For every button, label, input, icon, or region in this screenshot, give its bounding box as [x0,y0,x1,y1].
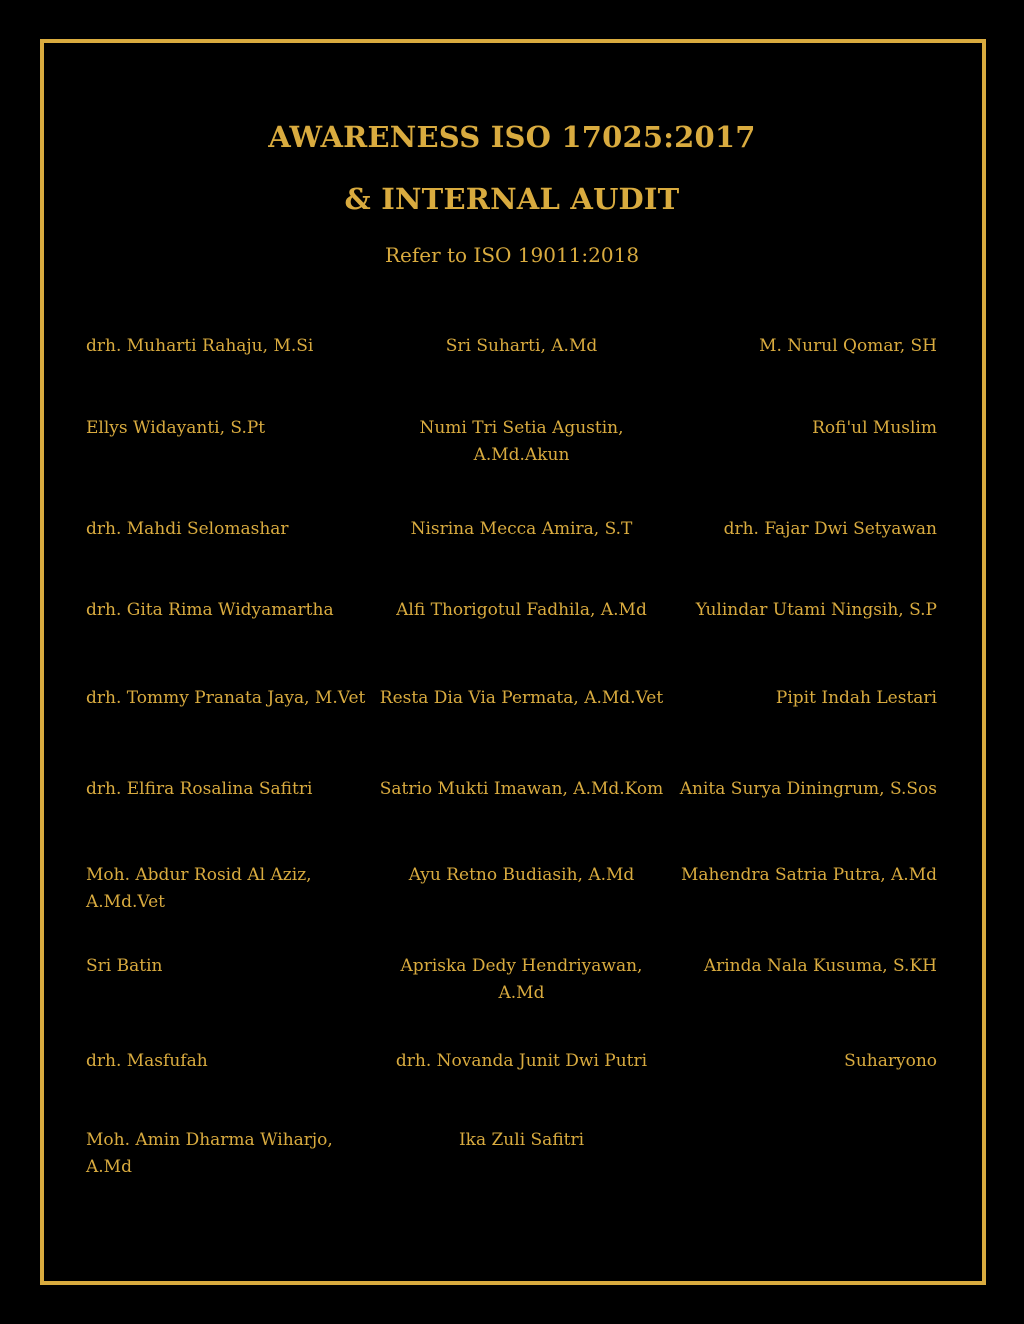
participant-name-left: drh. Elfira Rosalina Safitri [86,779,313,799]
participant-name-right: Arinda Nala Kusuma, S.KH [703,956,937,976]
document-title-line-1: AWARENESS ISO 17025:2017 [268,120,756,154]
participant-name-right: drh. Fajar Dwi Setyawan [723,519,937,539]
participant-name-right: Suharyono [844,1051,937,1071]
participant-name-left: drh. Muharti Rahaju, M.Si [86,336,314,356]
participant-name-left: drh. Gita Rima Widyamartha [86,600,334,620]
participant-name-left: drh. Masfufah [86,1051,208,1071]
participant-name-right: Pipit Indah Lestari [775,688,937,708]
participant-row [86,776,937,836]
participant-row [86,516,937,576]
participant-name-center: Ika Zuli Safitri [458,1130,585,1150]
participant-name-left: Moh. Amin Dharma Wiharjo, A.Md [86,1130,333,1177]
participant-row [86,415,937,475]
participant-name-right: Yulindar Utami Ningsih, S.P [695,600,937,620]
participant-name-left: Ellys Widayanti, S.Pt [86,418,266,438]
participant-name-center: Sri Suharti, A.Md [445,336,598,356]
participant-name-center: drh. Novanda Junit Dwi Putri [395,1051,648,1071]
participant-row [86,597,937,657]
participant-name-left: drh. Mahdi Selomashar [86,519,289,539]
document-subtitle: Refer to ISO 19011:2018 [384,243,640,267]
participant-name-center: Apriska Dedy Hendriyawan, A.Md [400,956,643,1003]
participant-name-right: M. Nurul Qomar, SH [759,336,937,356]
participant-row [86,333,937,393]
participant-row [86,953,937,1013]
participant-row [86,685,937,745]
participant-name-left: Moh. Abdur Rosid Al Aziz, A.Md.Vet [86,865,312,912]
document-title-line-2: & INTERNAL AUDIT [344,182,680,216]
participant-row [86,862,937,922]
participant-row [86,1048,937,1108]
participant-name-center: Resta Dia Via Permata, A.Md.Vet [379,688,664,708]
participant-name-center: Satrio Mukti Imawan, A.Md.Kom [379,779,664,799]
participant-name-right: Anita Surya Diningrum, S.Sos [679,779,937,799]
participant-name-left: Sri Batin [86,956,163,976]
participant-name-center: Nisrina Mecca Amira, S.T [410,519,633,539]
participant-row [86,1127,937,1187]
participant-name-right: Mahendra Satria Putra, A.Md [680,865,937,885]
participant-name-right: Rofi'ul Muslim [812,418,937,438]
participant-name-center: Ayu Retno Budiasih, A.Md [408,865,635,885]
participant-name-left: drh. Tommy Pranata Jaya, M.Vet [86,688,366,708]
participant-name-center: Alfi Thorigotul Fadhila, A.Md [396,600,647,620]
participant-name-center: Numi Tri Setia Agustin, A.Md.Akun [419,418,624,465]
